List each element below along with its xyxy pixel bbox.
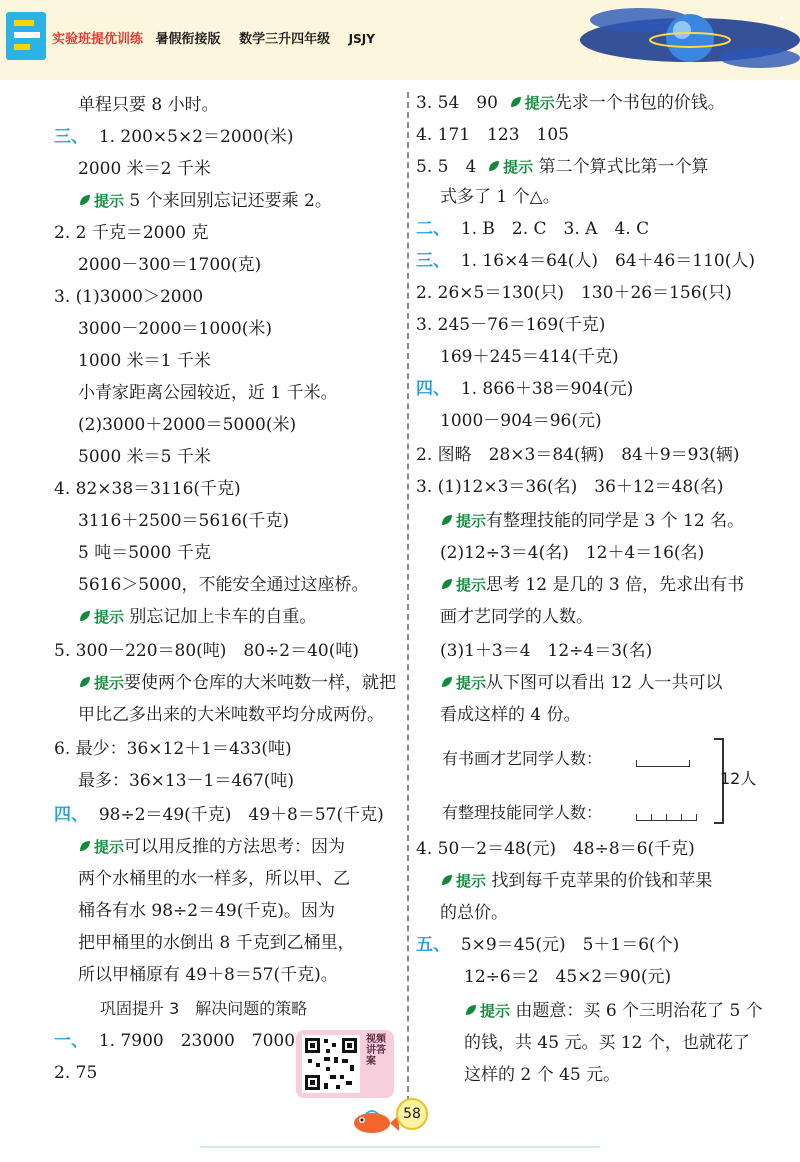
tip-line: 提示 别忘记加上卡车的自重。	[78, 604, 316, 630]
leaf-icon	[440, 577, 454, 591]
tip-line: 提示要使两个仓库的大米吨数一样，就把	[78, 670, 396, 696]
tip-line: 提示可以用反推的方法思考：因为	[78, 834, 345, 860]
answer-line: 5616＞5000，不能安全通过这座桥。	[78, 575, 369, 595]
page-number: 58	[396, 1098, 428, 1130]
answer-line: 3. (1)12×3＝36(名) 36＋12＝48(名)	[416, 477, 724, 497]
answer-line: 1000 米＝1 千米	[78, 351, 211, 371]
answer-line: 4. 50－2＝48(元) 48÷8＝6(千克)	[416, 839, 695, 859]
diagram-segment	[636, 814, 652, 821]
diagram-row-label: 有书画才艺同学人数：	[442, 749, 603, 768]
diagram-segment	[681, 814, 697, 821]
answer-line: 3. 54 90 提示先求一个书包的价钱。	[416, 93, 725, 113]
leaf-icon	[464, 1003, 478, 1017]
answer-line: 169＋245＝414(千克)	[440, 347, 619, 367]
answer-line: 小青家距离公园较近，近 1 千米。	[78, 383, 338, 403]
bottom-decoration	[200, 1144, 600, 1150]
tip-line: 提示 由题意：买 6 个三明治花了 5 个	[464, 998, 763, 1024]
answer-line: 2. 26×5＝130(只) 130＋26＝156(只)	[416, 283, 732, 303]
tip-line: 提示 找到每千克苹果的价钱和苹果	[440, 868, 712, 894]
column-divider	[407, 92, 409, 1102]
answer-line: 5000 米＝5 千米	[78, 447, 211, 467]
answer-line: 四、 1. 866＋38＝904(元)	[416, 379, 634, 399]
page-header	[0, 0, 800, 80]
answer-line: 三、 1. 16×4＝64(人) 64＋46＝110(人)	[416, 251, 756, 271]
video-answer-qr[interactable]	[296, 1030, 394, 1098]
answer-line: 看成这样的 4 份。	[440, 705, 581, 725]
answer-line: 2. 图略 28×3＝84(辆) 84＋9＝93(辆)	[416, 445, 740, 465]
qr-code-icon[interactable]	[302, 1035, 360, 1093]
answer-line: 三、 1. 200×5×2＝2000(米)	[54, 127, 294, 147]
brand-name: 实验班提优训练	[52, 32, 144, 47]
header-title	[52, 28, 375, 47]
answer-line: 12÷6＝2 45×2＝90(元)	[464, 967, 672, 987]
answer-line: 四、 98÷2＝49(千克) 49＋8＝57(千克)	[54, 805, 384, 825]
planet-decoration-icon	[560, 0, 800, 80]
leaf-icon	[78, 675, 92, 689]
tip-line: 提示有整理技能的同学是 3 个 12 名。	[440, 508, 744, 534]
answer-line: 6. 最少：36×12＋1＝433(吨)	[54, 739, 292, 759]
answer-line: 二、 1. B 2. C 3. A 4. C	[416, 219, 650, 239]
answer-line: 5. 5 4 提示 第二个算式比第一个算	[416, 157, 709, 177]
leaf-icon	[440, 675, 454, 689]
answer-line: 4. 82×38＝3116(千克)	[54, 479, 241, 499]
brand-logo	[6, 12, 46, 60]
answer-line: 五、 5×9＝45(元) 5＋1＝6(个)	[416, 935, 680, 955]
answer-line: (3)1＋3＝4 12÷4＝3(名)	[440, 641, 653, 661]
diagram-segment	[666, 814, 682, 821]
fish-mascot-icon	[346, 1106, 400, 1136]
answer-line: 5 吨＝5000 千克	[78, 543, 211, 563]
section-heading: 巩固提升 3 解决问题的策略	[100, 999, 308, 1018]
series-code: JSJY	[348, 32, 375, 46]
answer-line: 的总价。	[440, 903, 508, 923]
answer-line: 2. 2 千克＝2000 克	[54, 223, 209, 243]
tip-line: 提示 5 个来回别忘记还要乘 2。	[78, 188, 332, 214]
tip-line: 提示从下图可以看出 12 人一共可以	[440, 670, 722, 696]
qr-label: 视频讲答案	[366, 1034, 386, 1067]
answer-line: 5. 300－220＝80(吨) 80÷2＝40(吨)	[54, 641, 360, 661]
diagram-segment	[651, 814, 667, 821]
answer-line: 1000－904＝96(元)	[440, 411, 602, 431]
leaf-icon	[78, 839, 92, 853]
subject-label: 数学三升四年级	[239, 32, 331, 47]
answer-line: 单程只要 8 小时。	[78, 95, 219, 115]
diagram-segment	[636, 760, 690, 767]
leaf-icon	[509, 95, 523, 109]
leaf-icon	[487, 159, 501, 173]
answer-line: 3. (1)3000＞2000	[54, 287, 204, 307]
answer-line: 最多：36×13－1＝467(吨)	[78, 771, 295, 791]
answer-line: 2000－300＝1700(克)	[78, 255, 262, 275]
answer-line: 一、 1. 7900 23000 7000	[54, 1031, 296, 1051]
answer-line: (2)3000＋2000＝5000(米)	[78, 415, 297, 435]
leaf-icon	[78, 193, 92, 207]
answer-line: 所以甲桶原有 49＋8＝57(千克)。	[78, 965, 338, 985]
answer-line: 3000－2000＝1000(米)	[78, 319, 273, 339]
answer-line: 的钱，共 45 元。买 12 个，也就花了	[464, 1033, 750, 1053]
answer-line: 3116＋2500＝5616(千克)	[78, 511, 290, 531]
leaf-icon	[440, 873, 454, 887]
answer-line: 画才艺同学的人数。	[440, 607, 593, 627]
answer-line: 把甲桶里的水倒出 8 千克到乙桶里，	[78, 933, 355, 953]
tip-line: 提示思考 12 是几的 3 倍，先求出有书	[440, 572, 744, 598]
answer-line: 这样的 2 个 45 元。	[464, 1065, 621, 1085]
answer-line: 2. 75	[54, 1063, 98, 1083]
diagram-total: 12人	[720, 769, 757, 788]
answer-line: 4. 171 123 105	[416, 125, 569, 145]
edition-label: 暑假衔接版	[155, 32, 221, 47]
answer-line: 2000 米＝2 千米	[78, 159, 211, 179]
answer-line: 两个水桶里的水一样多，所以甲、乙	[78, 869, 350, 889]
answer-line: (2)12÷3＝4(名) 12＋4＝16(名)	[440, 543, 705, 563]
leaf-icon	[78, 609, 92, 623]
answer-line: 式多了 1 个△。	[440, 187, 560, 207]
answer-line: 3. 245－76＝169(千克)	[416, 315, 606, 335]
leaf-icon	[440, 513, 454, 527]
diagram-row-label: 有整理技能同学人数：	[442, 803, 603, 822]
answer-line: 桶各有水 98÷2＝49(千克)。因为	[78, 901, 335, 921]
answer-line: 甲比乙多出来的大米吨数平均分成两份。	[78, 705, 384, 725]
